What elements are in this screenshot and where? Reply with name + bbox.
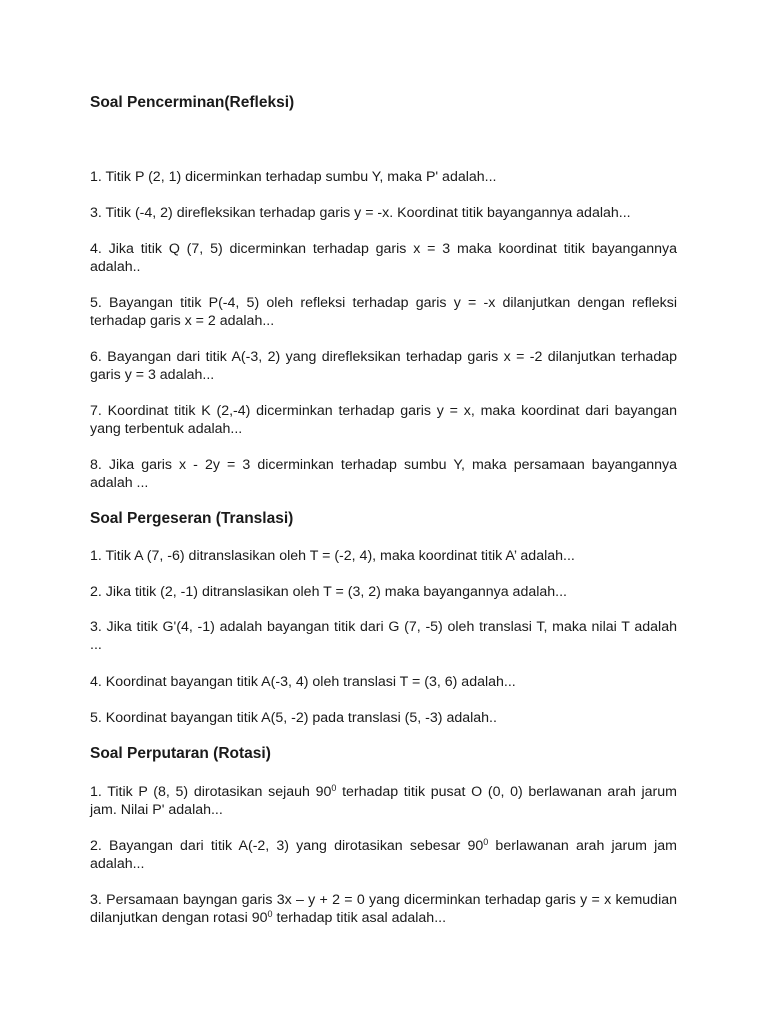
question-refleksi-7: 7. Koordinat titik K (2,-4) dicerminkan terhadap garis y = x, maka koordinat dari bayangan yang terbentuk adalah... — [90, 403, 677, 437]
question-refleksi-6: 6. Bayangan dari titik A(-3, 2) yang direfleksikan terhadap garis x = -2 dilanjutkan terhadap garis y = 3 adalah... — [90, 349, 677, 383]
question-rotasi-2 — [90, 837, 677, 873]
question-translasi-3: 3. Jika titik G'(4, -1) adalah bayangan titik dari G (7, -5) oleh translasi T, maka nilai T adalah ... — [90, 619, 677, 653]
question-refleksi-1: 1. Titik P (2, 1) dicerminkan terhadap sumbu Y, maka P' adalah... — [90, 169, 497, 185]
section-title-translasi: Soal Pergeseran (Translasi) — [90, 510, 294, 527]
question-translasi-5: 5. Koordinat bayangan titik A(5, -2) pada translasi (5, -3) adalah.. — [90, 710, 497, 726]
question-rotasi-1-text-a: 1. Titik P (8, 5) dirotasikan sejauh 90 — [90, 784, 332, 800]
degree-superscript: 0 — [483, 837, 489, 847]
section-title-refleksi: Soal Pencerminan(Refleksi) — [90, 94, 295, 111]
question-translasi-1: 1. Titik A (7, -6) ditranslasikan oleh T = (-2, 4), maka koordinat titik A’ adalah... — [90, 548, 575, 564]
question-refleksi-4: 4. Jika titik Q (7, 5) dicerminkan terhadap garis x = 3 maka koordinat titik bayangannya adalah.. — [90, 241, 677, 275]
question-rotasi-2-text-b: berlawanan arah jarum jam adalah... — [90, 838, 677, 872]
question-refleksi-5: 5. Bayangan titik P(-4, 5) oleh refleksi terhadap garis y = -x dilanjutkan dengan refleksi terhadap garis x = 2 adalah... — [90, 295, 677, 329]
degree-superscript: 0 — [331, 783, 337, 793]
question-rotasi-2-text-a: 2. Bayangan dari titik A(-2, 3) yang dirotasikan sebesar 90 — [90, 838, 484, 854]
question-refleksi-3: 3. Titik (-4, 2) direfleksikan terhadap garis y = -x. Koordinat titik bayangannya adalah... — [90, 205, 631, 221]
question-translasi-2: 2. Jika titik (2, -1) ditranslasikan oleh T = (3, 2) maka bayangannya adalah... — [90, 584, 567, 600]
degree-superscript: 0 — [267, 909, 273, 919]
question-rotasi-1-text-b: terhadap titik pusat O (0, 0) berlawanan arah jarum jam. Nilai P' adalah... — [90, 784, 677, 818]
question-translasi-4: 4. Koordinat bayangan titik A(-3, 4) oleh translasi T = (3, 6) adalah... — [90, 674, 516, 690]
question-rotasi-1 — [90, 783, 677, 819]
question-refleksi-8: 8. Jika garis x - 2y = 3 dicerminkan terhadap sumbu Y, maka persamaan bayangannya adalah ... — [90, 457, 677, 491]
question-rotasi-3-text-b: terhadap titik asal adalah... — [272, 910, 447, 926]
question-rotasi-3 — [90, 891, 677, 927]
section-title-rotasi: Soal Perputaran (Rotasi) — [90, 745, 271, 762]
question-rotasi-3-text-a: 3. Persamaan bayngan garis 3x – y + 2 = 0 yang dicerminkan terhadap garis y = x kemudian dilanjutkan dengan rotasi 90 — [90, 892, 677, 926]
